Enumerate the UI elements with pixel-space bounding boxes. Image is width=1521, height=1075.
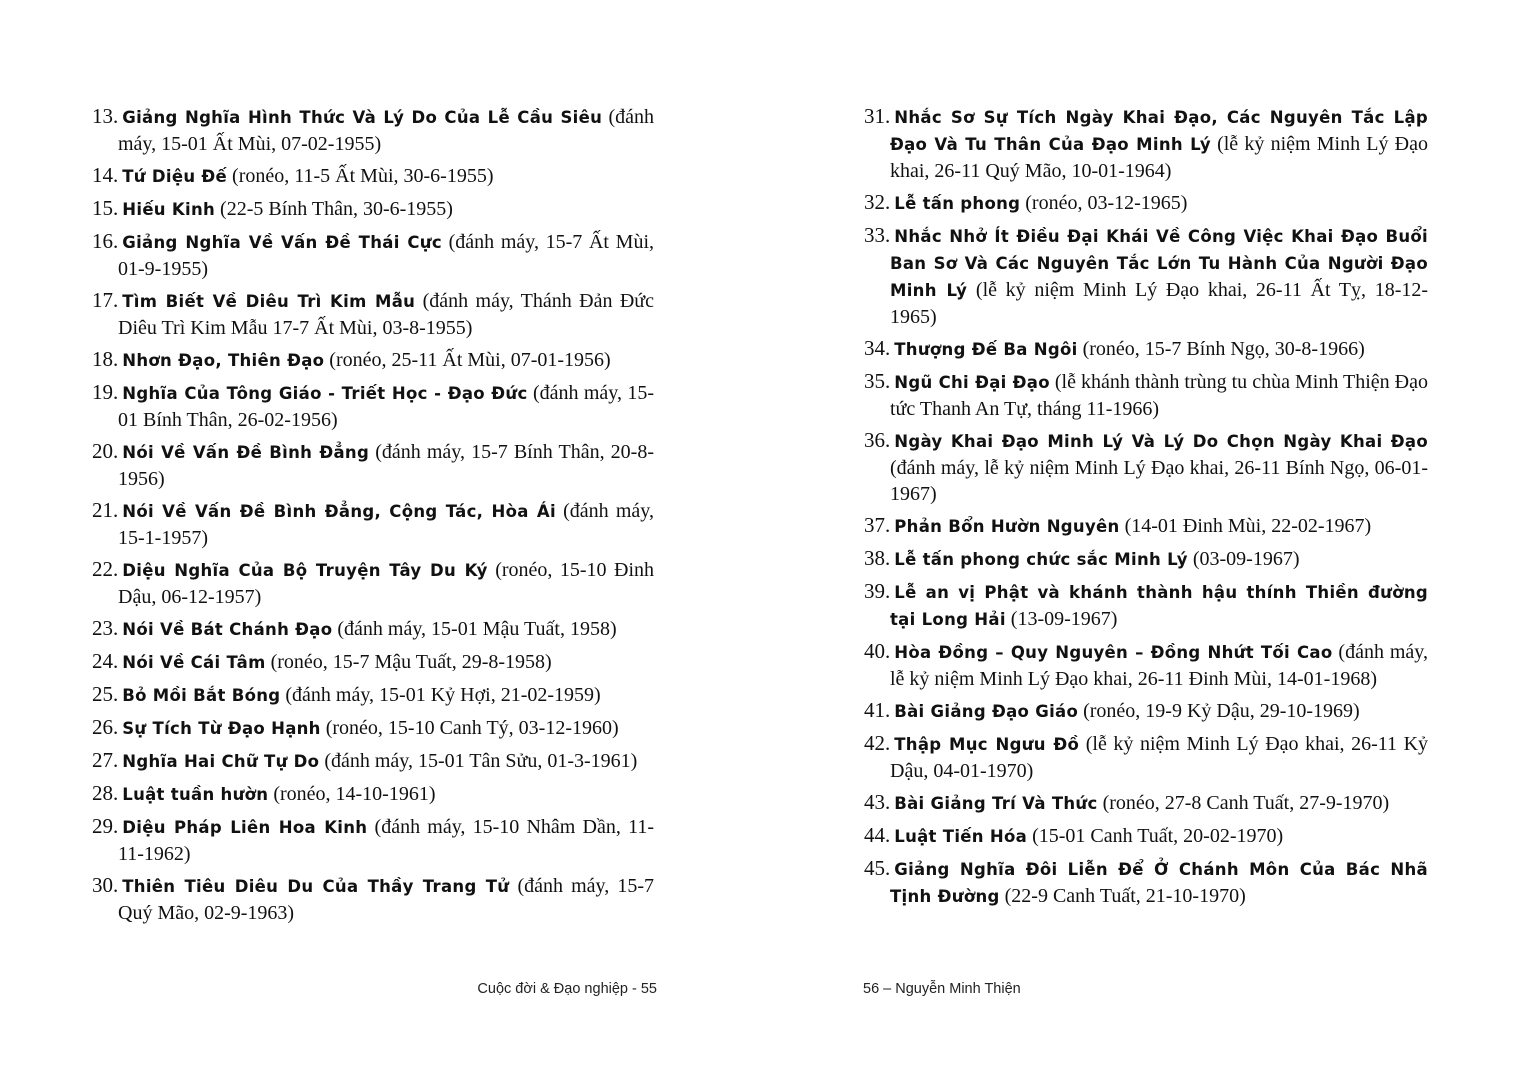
left-publication-list — [92, 103, 654, 931]
item-detail: (lễ kỷ niệm Minh Lý Đạo khai, 26-11 Ất Tỵ, 18-12-1965) — [890, 279, 1429, 328]
item-number: 31. — [864, 104, 891, 128]
item-title: Nhơn Đạo, Thiên Đạo — [122, 351, 325, 370]
item-title: Ngũ Chi Đại Đạo — [894, 373, 1050, 392]
item-title: Bài Giảng Đạo Giáo — [894, 702, 1079, 721]
publication-item — [864, 545, 1428, 573]
item-detail: (đánh máy, lễ kỷ niệm Minh Lý Đạo khai, 26-11 Bính Ngọ, 06-01-1967) — [890, 457, 1428, 505]
item-number: 20. — [92, 439, 119, 463]
publication-item — [92, 379, 654, 433]
item-detail: (đánh máy, 15-10 Nhâm Dần, 11-11-1962) — [118, 816, 655, 865]
item-title: Lễ tấn phong — [894, 194, 1021, 213]
item-number: 37. — [864, 513, 891, 537]
item-detail: (ronéo, 19-9 Kỷ Dậu, 29-10-1969) — [1083, 700, 1360, 722]
item-number: 36. — [864, 428, 891, 452]
item-number: 40. — [864, 639, 891, 663]
publication-item — [864, 335, 1428, 363]
item-title: Phản Bổn Hườn Nguyên — [894, 517, 1120, 536]
item-title: Nhắc Sơ Sự Tích Ngày Khai Đạo, Các Nguyên Tắc Lập Đạo Và Tu Thân Của Đạo Minh Lý — [890, 108, 1428, 154]
item-detail: (ronéo, 03-12-1965) — [1025, 192, 1188, 214]
item-detail: (ronéo, 15-7 Mậu Tuất, 29-8-1958) — [270, 651, 552, 673]
publication-item — [864, 222, 1428, 330]
item-title: Sự Tích Từ Đạo Hạnh — [122, 719, 321, 738]
item-number: 32. — [864, 190, 891, 214]
item-number: 41. — [864, 698, 891, 722]
right-page — [760, 0, 1521, 1075]
item-number: 19. — [92, 380, 119, 404]
publication-item — [92, 780, 654, 808]
item-title: Diệu Nghĩa Của Bộ Truyện Tây Du Ký — [122, 561, 488, 580]
item-title: Ngày Khai Đạo Minh Lý Và Lý Do Chọn Ngày Khai Đạo — [894, 432, 1428, 451]
item-title: Nói Về Bát Chánh Đạo — [122, 620, 333, 639]
publication-item — [92, 346, 654, 374]
item-title: Bỏ Mồi Bắt Bóng — [122, 686, 281, 705]
item-detail: (13-09-1967) — [1010, 608, 1118, 630]
item-detail: (đánh máy, 15-7 Quý Mão, 02-9-1963) — [118, 875, 654, 924]
item-number: 39. — [864, 579, 891, 603]
item-detail: (đánh máy, 15-7 Bính Thân, 20-8-1956) — [118, 441, 655, 490]
item-number: 26. — [92, 715, 119, 739]
item-number: 45. — [864, 856, 891, 880]
item-title: Diệu Pháp Liên Hoa Kinh — [122, 818, 368, 837]
item-title: Lễ an vị Phật và khánh thành hậu thính Thiền đường tại Long Hải — [890, 583, 1428, 629]
item-detail: (22-5 Bính Thân, 30-6-1955) — [220, 198, 453, 220]
item-detail: (14-01 Đinh Mùi, 22-02-1967) — [1124, 515, 1372, 537]
item-detail: (ronéo, 15-10 Canh Tý, 03-12-1960) — [325, 717, 619, 739]
publication-item — [92, 103, 654, 157]
item-title: Lễ tấn phong chức sắc Minh Lý — [894, 550, 1188, 569]
item-detail: (22-9 Canh Tuất, 21-10-1970) — [1004, 885, 1246, 907]
publication-item — [92, 648, 654, 676]
publication-item — [864, 427, 1428, 507]
item-detail: (đánh máy, 15-1-1957) — [118, 500, 655, 549]
item-title: Giảng Nghĩa Đôi Liễn Để Ở Chánh Môn Của Bác Nhã Tịnh Đường — [890, 860, 1428, 906]
item-title: Thập Mục Ngưu Đồ — [894, 735, 1080, 754]
item-title: Nghĩa Hai Chữ Tự Do — [122, 752, 320, 771]
item-detail: (ronéo, 11-5 Ất Mùi, 30-6-1955) — [232, 165, 494, 187]
publication-item — [864, 730, 1428, 784]
item-detail: (ronéo, 14-10-1961) — [273, 783, 436, 805]
item-detail: (đánh máy, 15-7 Ất Mùi, 01-9-1955) — [118, 231, 655, 280]
publication-item — [92, 497, 654, 551]
item-detail: (ronéo, 15-10 Đinh Dậu, 06-12-1957) — [118, 559, 655, 608]
item-detail: (đánh máy, 15-01 Tân Sửu, 01-3-1961) — [324, 750, 638, 772]
publication-item — [92, 438, 654, 492]
item-detail: (03-09-1967) — [1192, 548, 1300, 570]
item-number: 17. — [92, 288, 119, 312]
item-title: Tứ Diệu Đế — [122, 167, 228, 186]
publication-item — [92, 556, 654, 610]
item-detail: (ronéo, 27-8 Canh Tuất, 27-9-1970) — [1102, 792, 1390, 814]
item-title: Giảng Nghĩa Hình Thức Và Lý Do Của Lễ Cầu Siêu — [122, 108, 603, 127]
item-number: 44. — [864, 823, 891, 847]
item-number: 23. — [92, 616, 119, 640]
item-number: 35. — [864, 369, 891, 393]
item-detail: (ronéo, 25-11 Ất Mùi, 07-01-1956) — [329, 349, 611, 371]
item-number: 30. — [92, 873, 119, 897]
item-number: 15. — [92, 196, 119, 220]
item-number: 21. — [92, 498, 119, 522]
item-number: 33. — [864, 223, 891, 247]
item-title: Giảng Nghĩa Về Vấn Đề Thái Cực — [122, 233, 442, 252]
publication-item — [92, 872, 654, 926]
item-detail: (lễ kỷ niệm Minh Lý Đạo khai, 26-11 Quý Mão, 10-01-1964) — [890, 133, 1428, 182]
item-title: Hiếu Kinh — [122, 200, 216, 219]
item-number: 24. — [92, 649, 119, 673]
publication-item — [864, 189, 1428, 217]
item-number: 28. — [92, 781, 119, 805]
publication-item — [864, 822, 1428, 850]
item-title: Luật Tiến Hóa — [894, 827, 1028, 846]
item-detail: (đánh máy, Thánh Đản Đức Diêu Trì Kim Mẫu 17-7 Ất Mùi, 03-8-1955) — [118, 290, 655, 339]
publication-item — [92, 714, 654, 742]
left-page — [0, 0, 760, 1075]
item-number: 22. — [92, 557, 119, 581]
publication-item — [864, 855, 1428, 910]
item-title: Thiên Tiêu Diêu Du Của Thầy Trang Tử — [122, 877, 510, 896]
item-title: Hòa Đồng – Quy Nguyên – Đồng Nhứt Tối Cao — [894, 643, 1333, 662]
item-detail: (đánh máy, 15-01 Ất Mùi, 07-02-1955) — [118, 106, 654, 155]
item-number: 14. — [92, 163, 119, 187]
publication-item — [92, 287, 654, 341]
publication-item — [864, 697, 1428, 725]
publication-item — [864, 578, 1428, 633]
publication-item — [92, 615, 654, 643]
publication-item — [864, 638, 1428, 692]
item-title: Nói Về Cái Tâm — [122, 653, 266, 672]
item-number: 42. — [864, 731, 891, 755]
item-number: 25. — [92, 682, 119, 706]
publication-item — [864, 103, 1428, 184]
item-detail: (15-01 Canh Tuất, 20-02-1970) — [1032, 825, 1284, 847]
publication-item — [92, 228, 654, 282]
item-title: Luật tuần hườn — [122, 785, 269, 804]
item-detail: (đánh máy, lễ kỷ niệm Minh Lý Đạo khai, 26-11 Đinh Mùi, 14-01-1968) — [890, 641, 1429, 690]
item-detail: (đánh máy, 15-01 Mậu Tuất, 1958) — [337, 618, 617, 640]
item-title: Bài Giảng Trí Và Thức — [894, 794, 1098, 813]
item-number: 27. — [92, 748, 119, 772]
item-number: 18. — [92, 347, 119, 371]
left-page-footer: Cuộc đời & Đạo nghiệp - 55 — [477, 981, 657, 997]
item-title: Nghĩa Của Tông Giáo - Triết Học - Đạo Đức — [122, 384, 528, 403]
item-detail: (lễ kỷ niệm Minh Lý Đạo khai, 26-11 Kỷ Dậu, 04-01-1970) — [890, 733, 1429, 782]
publication-item — [864, 512, 1428, 540]
publication-item — [864, 368, 1428, 422]
publication-item — [92, 681, 654, 709]
item-title: Thượng Đế Ba Ngôi — [894, 340, 1078, 359]
publication-item — [92, 813, 654, 867]
item-title: Nhắc Nhở Ít Điều Đại Khái Về Công Việc Khai Đạo Buổi Ban Sơ Và Các Nguyên Tắc Lớn Tu Hành Của Người Đạo Minh Lý — [890, 227, 1428, 300]
right-publication-list — [864, 103, 1428, 915]
item-number: 16. — [92, 229, 119, 253]
item-detail: (đánh máy, 15-01 Bính Thân, 26-02-1956) — [118, 382, 655, 431]
publication-item — [864, 789, 1428, 817]
publication-item — [92, 162, 654, 190]
publication-item — [92, 195, 654, 223]
item-title: Tìm Biết Về Diêu Trì Kim Mẫu — [122, 292, 416, 311]
item-title: Nói Về Vấn Đề Bình Đẳng, Cộng Tác, Hòa Ái — [122, 502, 556, 521]
publication-item — [92, 747, 654, 775]
item-title: Nói Về Vấn Đề Bình Đẳng — [122, 443, 370, 462]
item-number: 29. — [92, 814, 119, 838]
right-page-footer: 56 – Nguyễn Minh Thiện — [863, 981, 1021, 997]
item-number: 38. — [864, 546, 891, 570]
item-number: 34. — [864, 336, 891, 360]
item-detail: (ronéo, 15-7 Bính Ngọ, 30-8-1966) — [1082, 338, 1365, 360]
item-detail: (đánh máy, 15-01 Kỷ Hợi, 21-02-1959) — [285, 684, 601, 706]
item-detail: (lễ khánh thành trùng tu chùa Minh Thiện Đạo tức Thanh An Tự, tháng 11-1966) — [890, 371, 1428, 420]
item-number: 43. — [864, 790, 891, 814]
item-number: 13. — [92, 104, 119, 128]
